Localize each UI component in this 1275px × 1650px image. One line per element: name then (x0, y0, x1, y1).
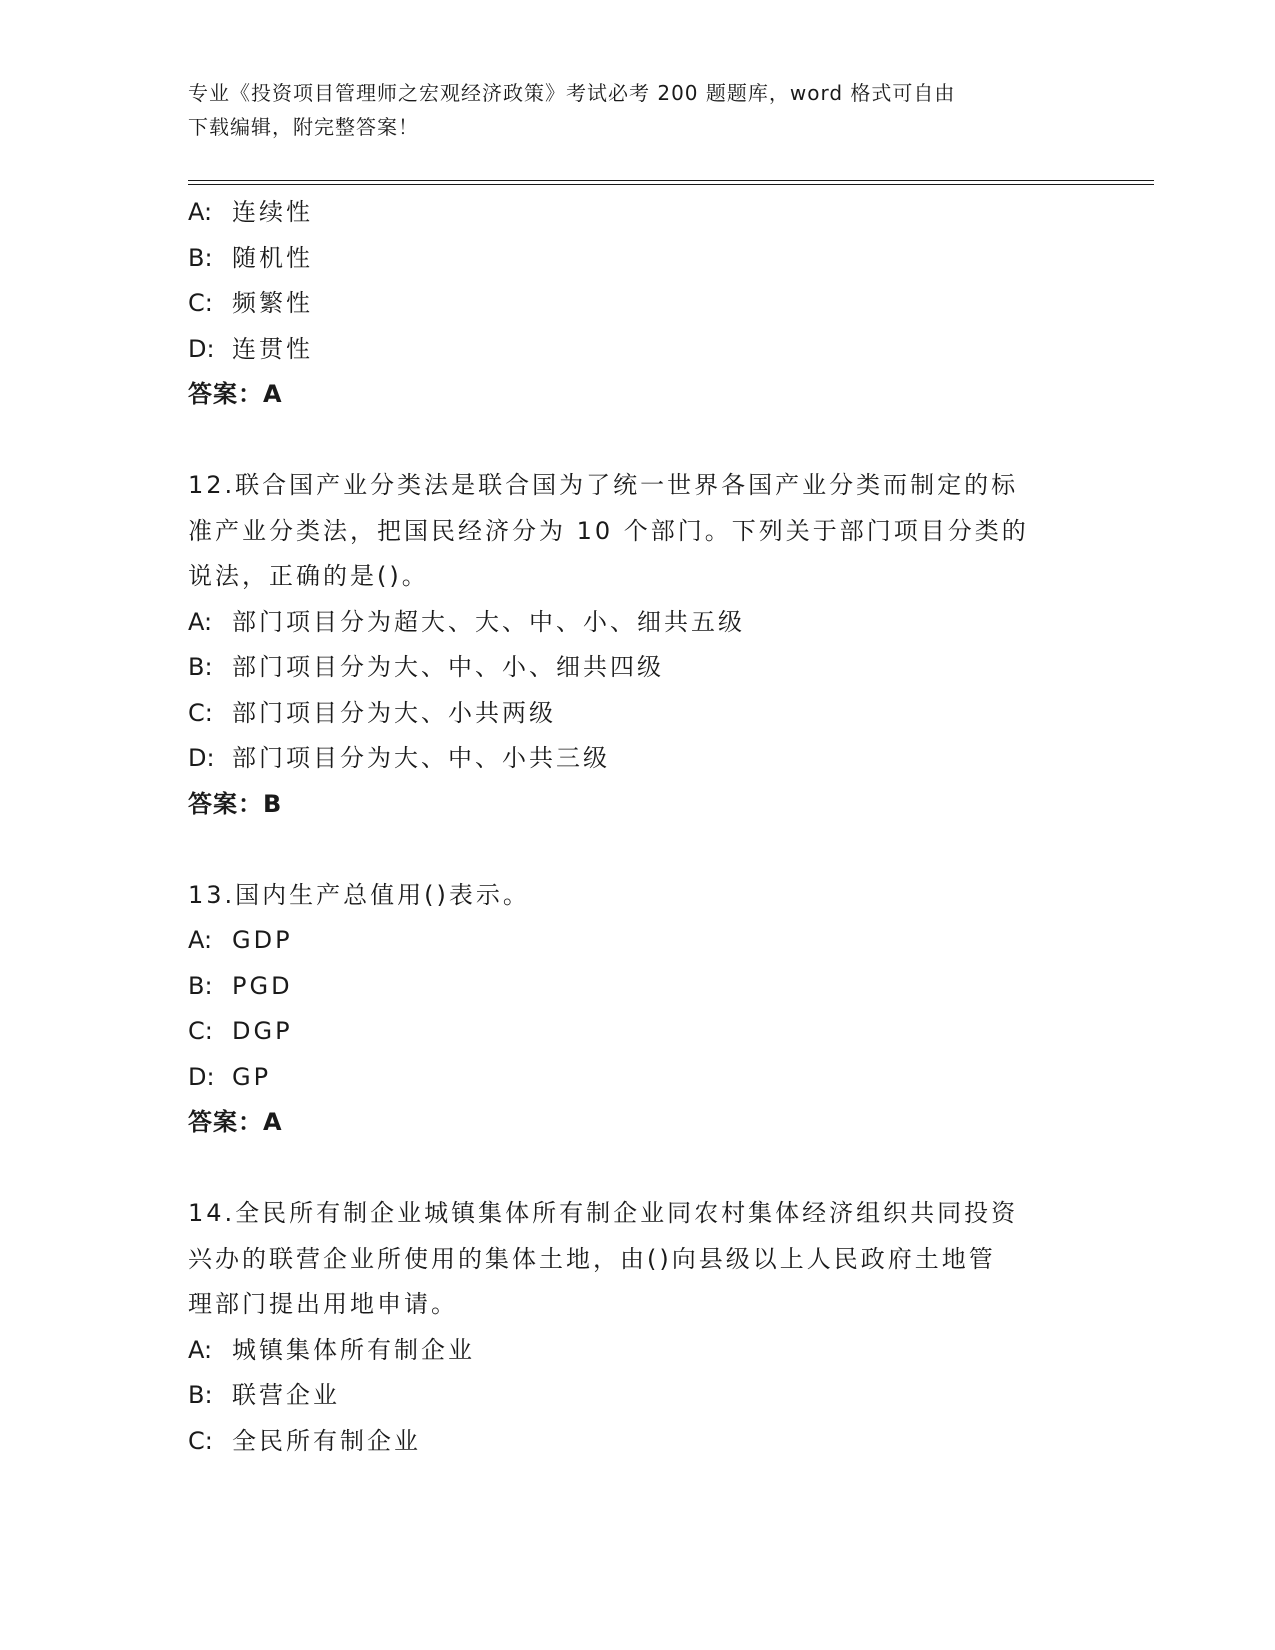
question-11-continued (188, 190, 1088, 418)
spacer (188, 418, 1088, 464)
option-letter: A: (188, 198, 213, 226)
question-list (188, 190, 1088, 1464)
option-b (188, 964, 1088, 1010)
option-text: GP (232, 1062, 272, 1091)
intro-line-1: 专业《投资项目管理师之宏观经济政策》考试必考 200 题题库，word 格式可自由 (188, 81, 956, 105)
option-a (188, 1328, 1088, 1374)
answer-line: 答案：B (188, 789, 283, 818)
question-stem-line: 12.联合国产业分类法是联合国为了统一世界各国产业分类而制定的标 (188, 471, 1019, 499)
option-letter: C: (188, 1017, 213, 1045)
option-text: 连贯性 (232, 334, 313, 363)
answer-line: 答案：A (188, 380, 283, 408)
question-stem-line: 说法，正确的是()。 (188, 562, 429, 590)
option-a (188, 600, 1088, 646)
option-a (188, 190, 1088, 236)
option-letter: C: (188, 698, 213, 727)
option-text: 部门项目分为超大、大、中、小、细共五级 (232, 607, 745, 636)
header-divider (188, 180, 1154, 185)
option-text: 部门项目分为大、中、小共三级 (232, 744, 610, 772)
document-intro (188, 76, 1068, 144)
option-letter: D: (188, 334, 215, 363)
question-stem-line: 准产业分类法，把国民经济分为 10 个部门。下列关于部门项目分类的 (188, 516, 1029, 545)
option-c (188, 281, 1088, 327)
option-text: 联营企业 (232, 1381, 340, 1409)
option-text: 部门项目分为大、小共两级 (232, 698, 556, 727)
option-text: 城镇集体所有制企业 (232, 1335, 475, 1364)
question-12 (188, 463, 1088, 827)
question-stem-line: 14.全民所有制企业城镇集体所有制企业同农村集体经济组织共同投资 (188, 1199, 1019, 1227)
option-letter: A: (188, 926, 213, 954)
option-d (188, 1055, 1088, 1101)
option-b (188, 1373, 1088, 1419)
option-letter: C: (188, 1426, 213, 1455)
option-letter: A: (188, 607, 213, 636)
option-a (188, 918, 1088, 964)
option-letter: B: (188, 1381, 213, 1409)
option-text: 全民所有制企业 (232, 1426, 421, 1455)
option-letter: D: (188, 744, 215, 772)
option-text: 部门项目分为大、中、小、细共四级 (232, 653, 664, 681)
answer-line: 答案：A (188, 1108, 283, 1136)
option-letter: B: (188, 653, 213, 681)
option-text: 随机性 (232, 243, 313, 272)
option-letter: B: (188, 243, 213, 272)
option-letter: D: (188, 1062, 215, 1091)
option-b (188, 236, 1088, 282)
option-text: PGD (232, 971, 293, 1000)
option-text: 频繁性 (232, 289, 313, 317)
option-letter: C: (188, 289, 213, 317)
option-d (188, 327, 1088, 373)
question-stem-line: 理部门提出用地申请。 (188, 1290, 458, 1318)
option-c (188, 691, 1088, 737)
option-text: GDP (232, 926, 293, 954)
option-b (188, 645, 1088, 691)
question-14 (188, 1191, 1088, 1464)
option-c (188, 1009, 1088, 1055)
option-letter: A: (188, 1335, 213, 1364)
question-13 (188, 873, 1088, 1146)
option-text: DGP (232, 1017, 293, 1045)
option-letter: B: (188, 971, 213, 1000)
question-stem-line: 13.国内生产总值用()表示。 (188, 880, 530, 909)
spacer (188, 827, 1088, 873)
option-c (188, 1419, 1088, 1465)
option-d (188, 736, 1088, 782)
intro-line-2: 下载编辑，附完整答案！ (188, 115, 419, 139)
spacer (188, 1146, 1088, 1192)
question-stem-line: 兴办的联营企业所使用的集体土地，由()向县级以上人民政府土地管 (188, 1244, 996, 1273)
option-text: 连续性 (232, 198, 313, 226)
